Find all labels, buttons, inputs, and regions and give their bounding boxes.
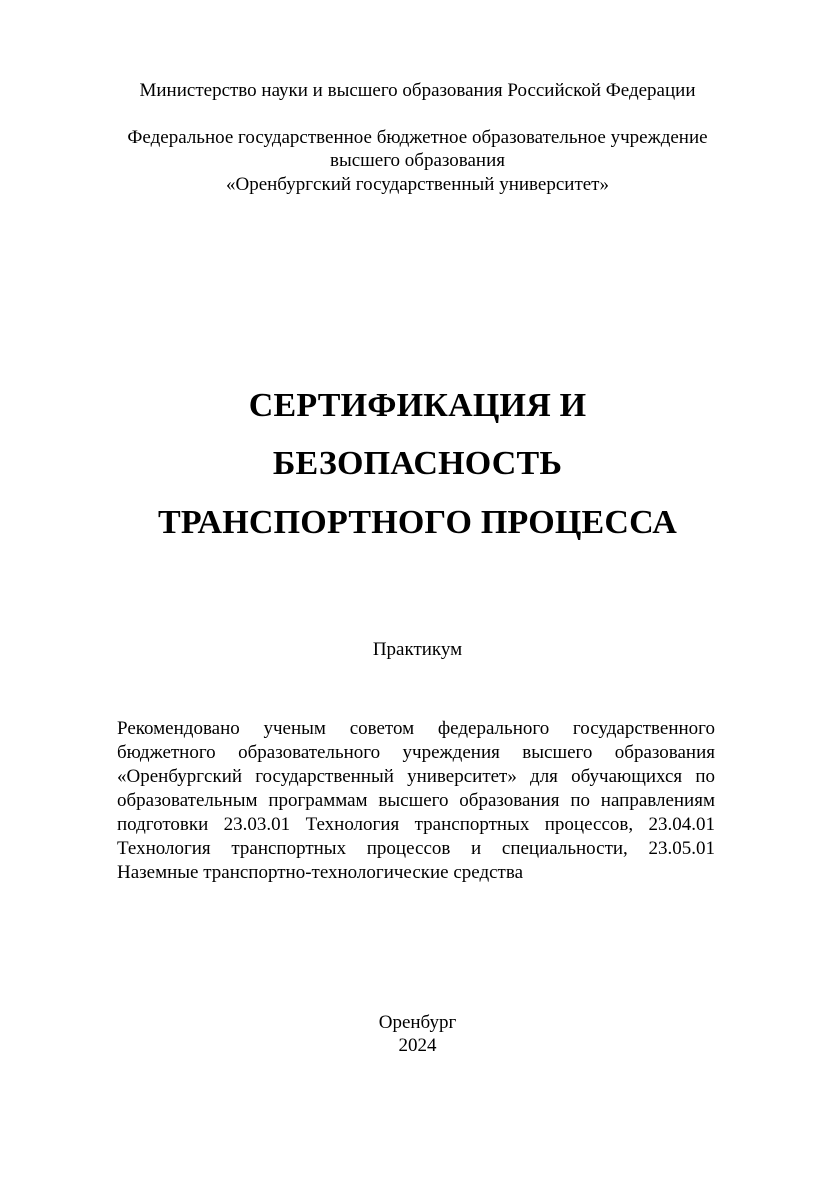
recommendation-line-7: Наземные транспортно-технологические средства <box>117 862 524 883</box>
recommendation-line-5: подготовки 23.03.01 Технология транспортных процессов, 23.04.01 <box>117 814 715 835</box>
institution-line-1: Федеральное государственное бюджетное образовательное учреждение <box>127 127 708 148</box>
recommendation-line-2: бюджетного образовательного учреждения высшего образования <box>117 742 715 763</box>
year: 2024 <box>398 1035 437 1056</box>
document-type: Практикум <box>372 639 463 660</box>
institution-line-3: «Оренбургский государственный университет» <box>225 174 609 195</box>
title-line-1: СЕРТИФИКАЦИЯ И <box>248 387 587 424</box>
recommendation-line-4: образовательным программам высшего образования по направлениям <box>117 790 715 811</box>
recommendation-line-3: «Оренбургский государственный университет» для обучающихся по <box>117 766 715 787</box>
title-line-3: ТРАНСПОРТНОГО ПРОЦЕССА <box>158 504 677 541</box>
city: Оренбург <box>378 1012 457 1033</box>
ministry-name: Министерство науки и высшего образования Российской Федерации <box>139 80 696 101</box>
recommendation-line-6: Технология транспортных процессов и специальности, 23.05.01 <box>117 838 715 859</box>
institution-line-2: высшего образования <box>329 150 506 171</box>
recommendation-paragraph <box>117 717 715 885</box>
title-line-2: БЕЗОПАСНОСТЬ <box>272 445 563 482</box>
recommendation-line-1: Рекомендовано ученым советом федерального государственного <box>117 718 715 739</box>
